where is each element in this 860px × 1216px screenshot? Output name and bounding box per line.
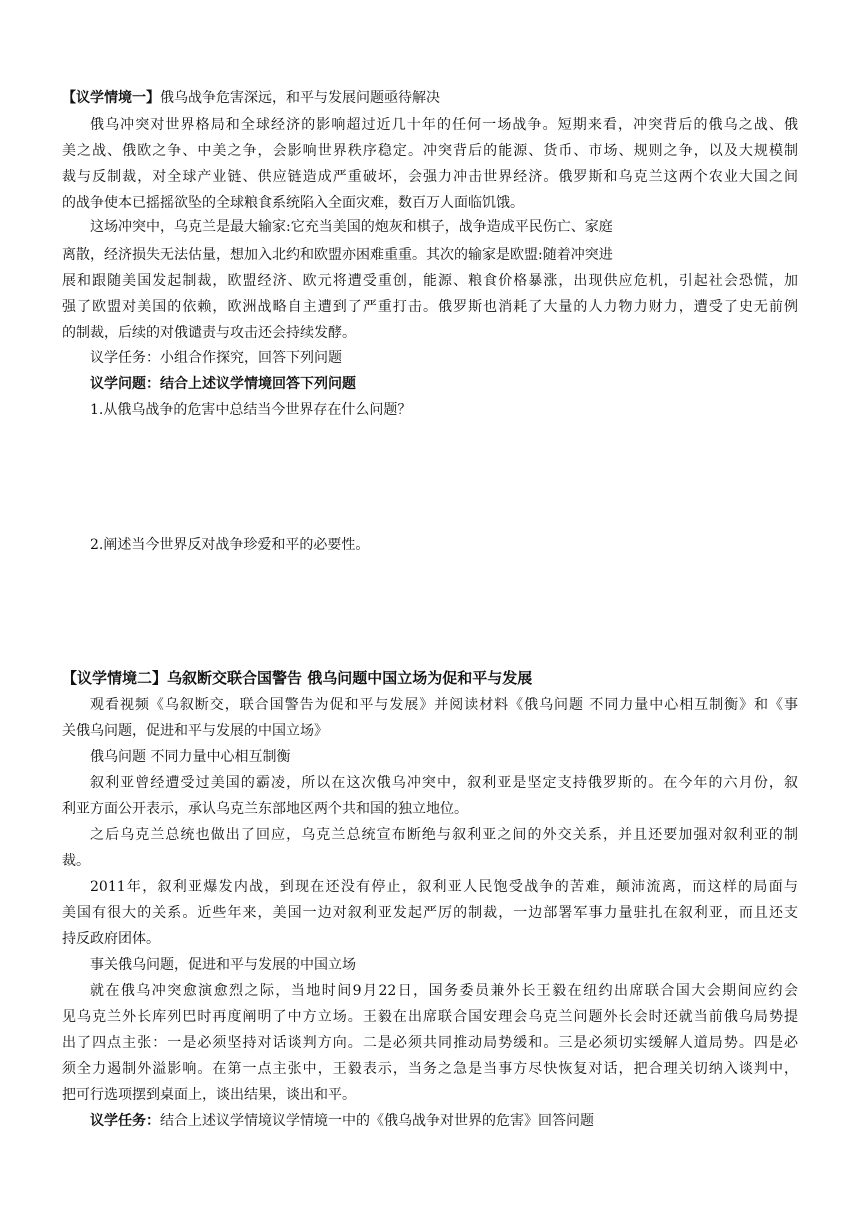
section2-para-c-line2: 美国有很大的关系。近些年来，美国一边对叙利亚发起严厉的制裁，一边部署军事力量驻扎在叙利亚，而且还支 bbox=[62, 905, 798, 921]
section2-intro-line1: 观看视频《乌叙断交，联合国警告为促和平与发展》并阅读材料《俄乌问题 不同力量中心相互制衡》和《事 bbox=[90, 697, 798, 713]
section1-para2-line4: 强了欧盟对美国的依赖，欧洲战略自主遭到了严重打击。俄罗斯也消耗了大量的人力物力财力，遭受了史无前例 bbox=[62, 299, 798, 315]
section2-para-b-line2: 裁。 bbox=[62, 853, 90, 869]
section2-task-text: 结合上述议学情境议学情境一中的《俄乌战争对世界的危害》回答问题 bbox=[160, 1113, 594, 1129]
section2-para-d-line4: 须全力遏制外溢影响。在第一点主张中，王毅表示，当务之急是当事方尽快恢复对话，把合理关切纳入谈判中， bbox=[62, 1061, 798, 1077]
section2-subtitle1: 俄乌问题 不同力量中心相互制衡 bbox=[90, 749, 291, 765]
section2-subtitle2: 事关俄乌问题，促进和平与发展的中国立场 bbox=[90, 957, 356, 973]
section1-question-2: 2.阐述当今世界反对战争珍爱和平的必要性。 bbox=[90, 537, 370, 553]
section2-heading-label: 【议学情境二】 bbox=[62, 669, 168, 687]
section2-para-c-line1: 2011年，叙利亚爆发内战，到现在还没有停止，叙利亚人民饱受战争的苦难，颠沛流离，而这样的局面与 bbox=[90, 879, 798, 895]
section1-para1-line1: 俄乌冲突对世界格局和全球经济的影响超过近几十年的任何一场战争。短期来看，冲突背后的俄乌之战、俄 bbox=[90, 117, 798, 133]
section1-para2-line3: 展和跟随美国发起制裁，欧盟经济、欧元将遭受重创，能源、粮食价格暴涨，出现供应危机，引起社会恐慌，加 bbox=[62, 273, 798, 289]
section2-task-label: 议学任务： bbox=[90, 1113, 160, 1129]
section1-para1-line4: 的战争使本已摇摇欲坠的全球粮食系统陷入全面灾难，数百万人面临饥饿。 bbox=[62, 195, 524, 211]
section1-question-1: 1.从俄乌战争的危害中总结当今世界存在什么问题？ bbox=[90, 402, 412, 418]
section1-heading-label: 【议学情境一】 bbox=[62, 90, 160, 106]
section2-heading-title: 乌叙断交联合国警告 俄乌问题中国立场为促和平与发展 bbox=[167, 669, 533, 687]
section1-para1-line2: 美之战、俄欧之争、中美之争，会影响世界秩序稳定。冲突背后的能源、货币、市场、规则之争，以及大规模制 bbox=[62, 143, 798, 159]
section2-para-a-line1: 叙利亚曾经遭受过美国的霸凌，所以在这次俄乌冲突中，叙利亚是坚定支持俄罗斯的。在今年的六月份，叙 bbox=[90, 775, 798, 791]
section2-para-a-line2: 利亚方面公开表示，承认乌克兰东部地区两个共和国的独立地位。 bbox=[62, 801, 468, 817]
section1-para2-line5: 的制裁，后续的对俄谴责与攻击还会持续发酵。 bbox=[62, 325, 356, 341]
section2-para-d-line5: 把可行选项摆到桌面上，谈出结果，谈出和平。 bbox=[62, 1087, 356, 1103]
section1-question-heading: 议学问题：结合上述议学情境回答下列问题 bbox=[90, 376, 356, 392]
section2-para-d-line3: 出了四点主张：一是必须坚持对话谈判方向。二是必须共同推动局势缓和。三是必须切实缓解人道局势。四是必 bbox=[62, 1035, 798, 1051]
section1-para2-line1: 这场冲突中，乌克兰是最大输家:它充当美国的炮灰和棋子，战争造成平民伤亡、家庭 bbox=[90, 219, 613, 235]
section1-heading-title: 俄乌战争危害深远，和平与发展问题亟待解决 bbox=[160, 90, 440, 106]
section2-intro-line2: 关俄乌问题，促进和平与发展的中国立场》 bbox=[62, 723, 328, 739]
section1-task: 议学任务：小组合作探究，回答下列问题 bbox=[90, 350, 342, 366]
section2-para-b-line1: 之后乌克兰总统也做出了回应，乌克兰总统宣布断绝与叙利亚之间的外交关系，并且还要加强对叙利亚的制 bbox=[90, 827, 798, 843]
section2-para-d-line2: 见乌克兰外长库列巴时再度阐明了中方立场。王毅在出席联合国安理会乌克兰问题外长会时还就当前俄乌局势提 bbox=[62, 1009, 798, 1025]
section1-para2-line2: 离散，经济损失无法估量，想加入北约和欧盟亦困难重重。其次的输家是欧盟:随着冲突进 bbox=[62, 247, 613, 263]
section1-heading bbox=[62, 88, 440, 108]
section1-para1-line3: 裁与反制裁，对全球产业链、供应链造成严重破坏，会强力冲击世界经济。俄罗斯和乌克兰这两个农业大国之间 bbox=[62, 169, 798, 185]
section2-task bbox=[90, 1111, 594, 1131]
section2-heading bbox=[62, 668, 532, 688]
section2-para-d-line1: 就在俄乌冲突愈演愈烈之际，当地时间9月22日，国务委员兼外长王毅在纽约出席联合国大会期间应约会 bbox=[90, 983, 798, 999]
section2-para-c-line3: 持反政府团体。 bbox=[62, 931, 160, 947]
